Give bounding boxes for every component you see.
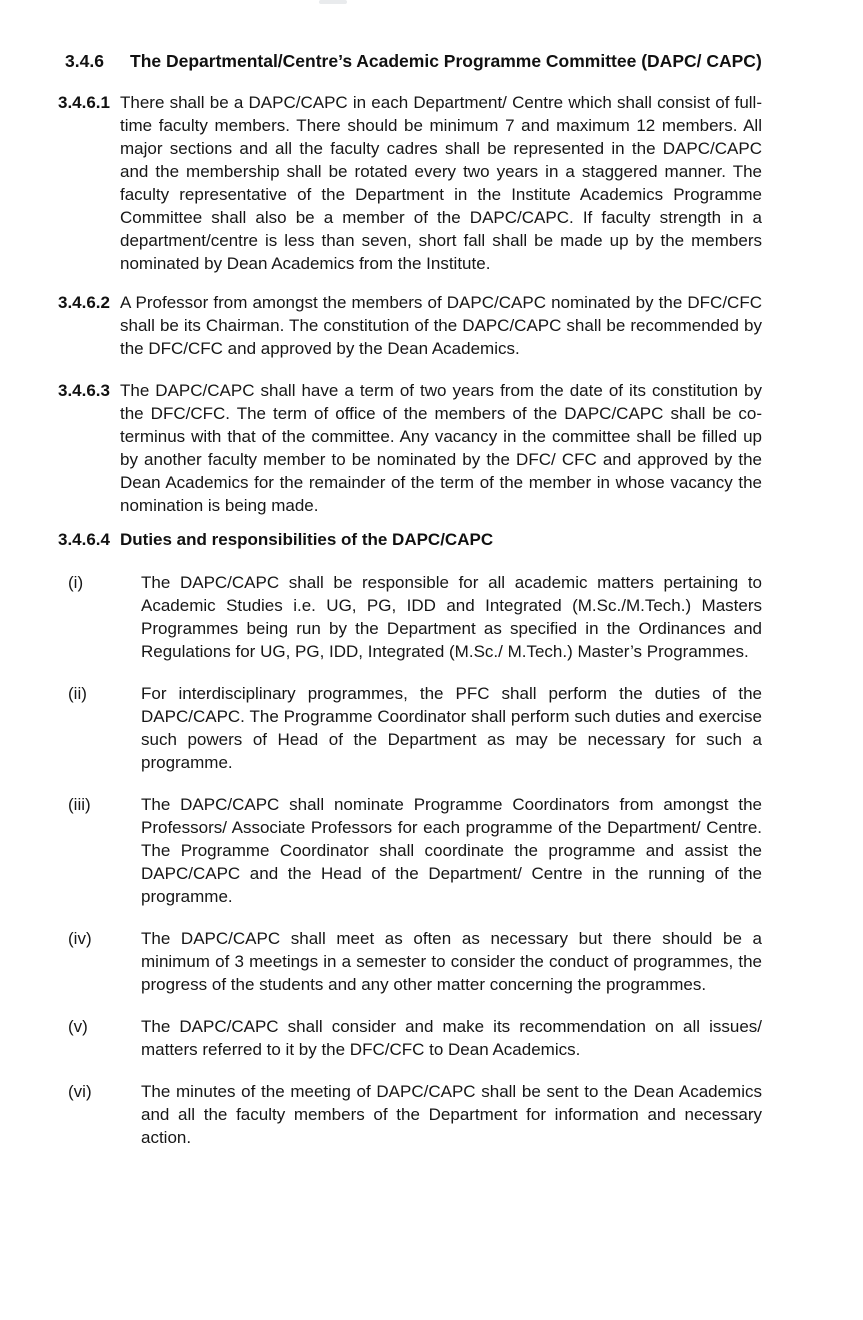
item-text: The DAPC/CAPC shall nominate Programme Coordinators from amongst the Professors/ Associate Professors for each programme of the Department/ Centre. The Programme Coordinator shall coordinate the programme and assist the DAPC/CAPC and the Head of the Department/ Centre in the running of the programme. bbox=[141, 795, 762, 906]
item-text: The minutes of the meeting of DAPC/CAPC shall be sent to the Dean Academics and all the faculty members of the Department for information and necessary action. bbox=[141, 1082, 762, 1147]
clause-number: 3.4.6.1 bbox=[58, 93, 110, 112]
duties-title: Duties and responsibilities of the DAPC/CAPC bbox=[120, 530, 494, 549]
duty-item-iii bbox=[68, 793, 762, 908]
clause-text: There shall be a DAPC/CAPC in each Department/ Centre which shall consist of full-time faculty members. There should be minimum 7 and maximum 12 members. All major sections and all the faculty cadres shall be represented in the DAPC/CAPC and the membership shall be rotated every two years in a staggered manner. The faculty representative of the Department in the Institute Academics Programme Committee shall also be a member of the DAPC/CAPC. If faculty strength in a department/centre is less than seven, short fall shall be made up by the members nominated by Dean Academics from the Institute. bbox=[120, 93, 762, 273]
item-marker: (vi) bbox=[68, 1082, 92, 1101]
duty-item-vi bbox=[68, 1080, 762, 1149]
item-marker: (i) bbox=[68, 573, 84, 592]
item-text: The DAPC/CAPC shall consider and make its recommendation on all issues/ matters referred to it by the DFC/CFC to Dean Academics. bbox=[141, 1017, 762, 1059]
clause-3-4-6-2 bbox=[58, 291, 762, 360]
item-marker: (iii) bbox=[68, 795, 91, 814]
section-heading bbox=[65, 49, 762, 73]
item-text: The DAPC/CAPC shall meet as often as necessary but there should be a minimum of 3 meetings in a semester to consider the conduct of programmes, the progress of the students and any other matter concerning the programmes. bbox=[141, 929, 762, 994]
clause-number: 3.4.6.2 bbox=[58, 293, 110, 312]
duty-item-i bbox=[68, 571, 762, 663]
section-title: The Departmental/Centre’s Academic Programme Committee (DAPC/ CAPC) bbox=[130, 51, 762, 71]
clause-text: The DAPC/CAPC shall have a term of two years from the date of its constitution by the DFC/CFC. The term of office of the members of the DAPC/CAPC shall be co-terminus with that of the committee. Any vacancy in the committee shall be filled up by another faculty member to be nominated by the DFC/ CFC and approved by the Dean Academics for the remainder of the term of the member in whose vacancy the nomination is being made. bbox=[120, 381, 762, 515]
clause-3-4-6-1 bbox=[58, 91, 762, 275]
scan-edge-artifact bbox=[319, 0, 347, 4]
item-text: The DAPC/CAPC shall be responsible for all academic matters pertaining to Academic Studies i.e. UG, PG, IDD and Integrated (M.Sc./M.Tech.) Masters Programmes being run by the Department as specified in the Ordinances and Regulations for UG, PG, IDD, Integrated (M.Sc./ M.Tech.) Master’s Programmes. bbox=[141, 573, 762, 661]
clause-3-4-6-3 bbox=[58, 379, 762, 517]
section-number: 3.4.6 bbox=[65, 51, 104, 71]
item-text: For interdisciplinary programmes, the PFC shall perform the duties of the DAPC/CAPC. The Programme Coordinator shall perform such duties and exercise such powers of Head of the Department as may be necessary for such a programme. bbox=[141, 684, 762, 772]
duty-item-v bbox=[68, 1015, 762, 1061]
clause-number: 3.4.6.3 bbox=[58, 381, 110, 400]
duty-item-iv bbox=[68, 927, 762, 996]
item-marker: (v) bbox=[68, 1017, 88, 1036]
clause-3-4-6-4-heading bbox=[58, 528, 762, 552]
clause-text: A Professor from amongst the members of DAPC/CAPC nominated by the DFC/CFC shall be its Chairman. The constitution of the DAPC/CAPC shall be recommended by the DFC/CFC and approved by the Dean Academics. bbox=[120, 293, 762, 358]
clause-number: 3.4.6.4 bbox=[58, 530, 110, 549]
duty-item-ii bbox=[68, 682, 762, 774]
item-marker: (iv) bbox=[68, 929, 92, 948]
item-marker: (ii) bbox=[68, 684, 87, 703]
